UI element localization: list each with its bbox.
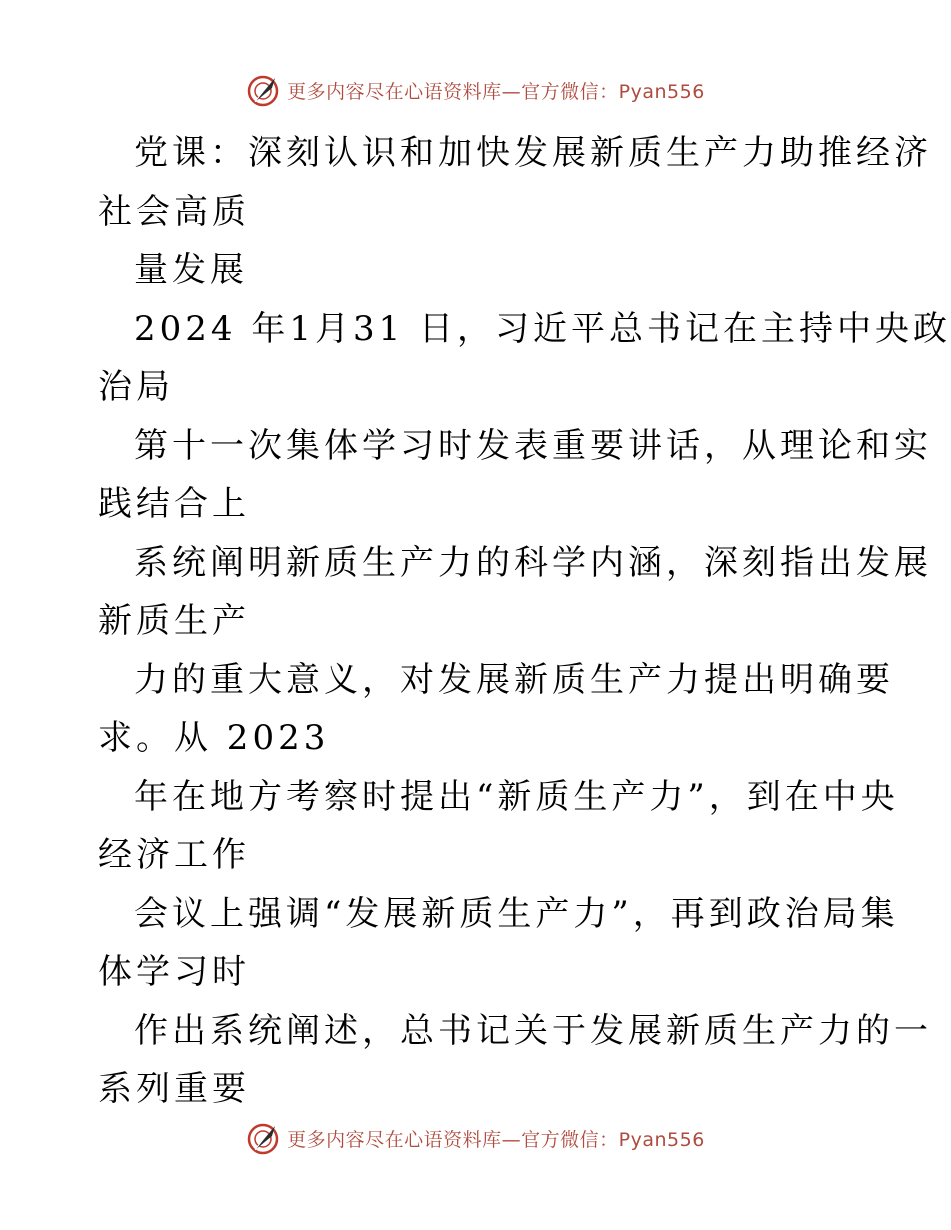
text-line: 系列重要: [98, 1069, 250, 1109]
text-line: 践结合上: [98, 484, 250, 524]
text-line: 求。从 2023: [98, 718, 330, 758]
footer-banner-text: 更多内容尽在心语资料库—官方微信：Pyan556: [287, 1128, 705, 1151]
text-line: 会议上强调“发展新质生产力”，再到政治局集: [134, 893, 899, 934]
footer-banner: [0, 1118, 950, 1158]
text-line: 社会高质: [98, 191, 250, 232]
text-line: 年在地方考察时提出“新质生产力”，到在中央: [134, 776, 899, 817]
text-line: 作出系统阐述，总书记关于发展新质生产力的一: [134, 1010, 932, 1051]
text-line: 经济工作: [98, 835, 250, 875]
text-line: 新质生产: [98, 601, 250, 641]
text-line: 量发展: [134, 250, 248, 290]
document-body: [98, 124, 951, 1119]
header-banner: [0, 70, 950, 110]
quill-pen-logo-icon: [245, 72, 281, 108]
text-line: 力的重大意义，对发展新质生产力提出明确要: [134, 659, 894, 700]
text-line: 系统阐明新质生产力的科学内涵，深刻指出发展: [134, 542, 932, 583]
header-banner-text: 更多内容尽在心语资料库—官方微信：Pyan556: [287, 80, 705, 103]
text-line: 党课：深刻认识和加快发展新质生产力助推经济: [134, 133, 932, 173]
text-line: 第十一次集体学习时发表重要讲话，从理论和实: [134, 425, 932, 466]
quill-pen-logo-icon: [245, 1120, 281, 1156]
text-line: 2024 年1月31 日，习近平总书记在主持中央政: [134, 308, 951, 349]
text-line: 体学习时: [98, 952, 250, 992]
text-line: 治局: [98, 367, 174, 407]
